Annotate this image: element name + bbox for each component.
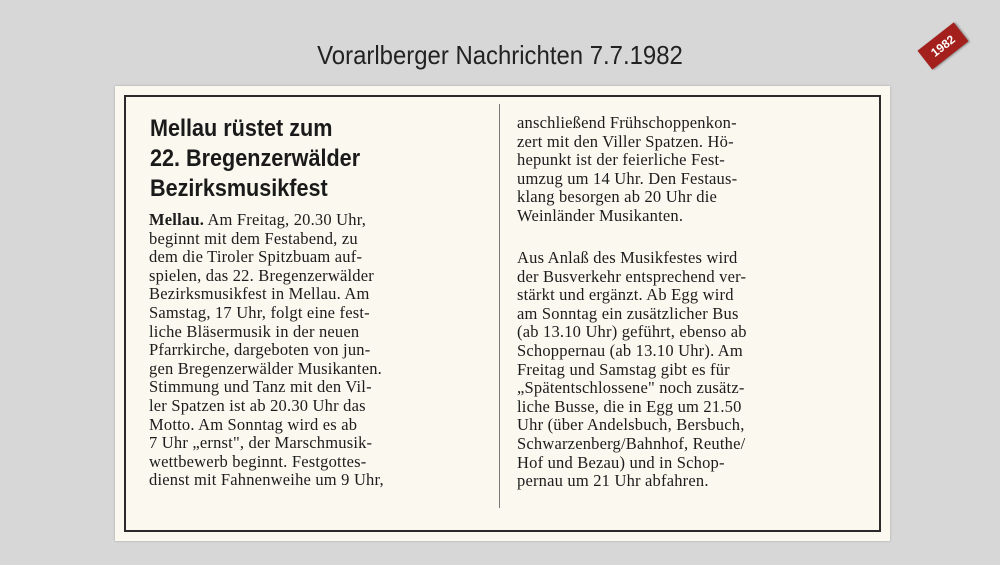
article-right-column-top: anschließend Frühschoppenkon- zert mit den Viller Spatzen. Hö- hepunkt ist der feierliche Fest- umzug um 14 Uhr. Den Festaus- klang besorgen ab 20 Uhr die Weinländer Musikanten. xyxy=(517,113,738,225)
article-left-text: Am Freitag, 20.30 Uhr, beginnt mit dem Festabend, zu dem die Tiroler Spitzbuam auf- spielen, das 22. Bregenzerwälder Bezirksmusikfest in Mellau. Am Samstag, 17 Uhr, folgt eine fest- liche Bläsermusik in der neuen Pfarrkirche, dargeboten von jun- gen Bregenzerwälder Musikanten. Stimmung und Tanz mit den Vil- ler Spatzen ist ab 20.30 Uhr das Motto. Am Sonntag wird es ab 7 Uhr „ernst", der Marschmusik- wettbewerb beginnt. Festgottes- dienst mit Fahnenweihe um 9 Uhr, xyxy=(149,210,384,490)
article-left-column xyxy=(149,211,384,490)
column-divider xyxy=(499,104,500,508)
article-lead-word: Mellau. xyxy=(149,210,205,229)
article-headline: Mellau rüstet zum 22. Bregenzerwälder Bezirksmusikfest xyxy=(150,115,361,202)
year-badge: 1982 xyxy=(917,22,968,69)
article-right-column-bottom: Aus Anlaß des Musikfestes wird der Busverkehr entsprechend ver- stärkt und ergänzt. Ab Egg wird am Sonntag ein zusätzlicher Bus (ab 13.10 Uhr) geführt, ebenso ab Schoppernau (ab 13.10 Uhr). Am Freitag und Samstag gibt es für „Spätentschlossene" noch zusätz- liche Busse, die in Egg um 21.50 Uhr (über Andelsbuch, Bersbuch, Schwarzenberg/Bahnhof, Reuthe/ Hof und Bezau) und in Schop- pernau um 21 Uhr abfahren. xyxy=(517,248,747,491)
newspaper-clipping xyxy=(115,86,890,541)
slide-title: Vorarlberger Nachrichten 7.7.1982 xyxy=(317,40,683,70)
